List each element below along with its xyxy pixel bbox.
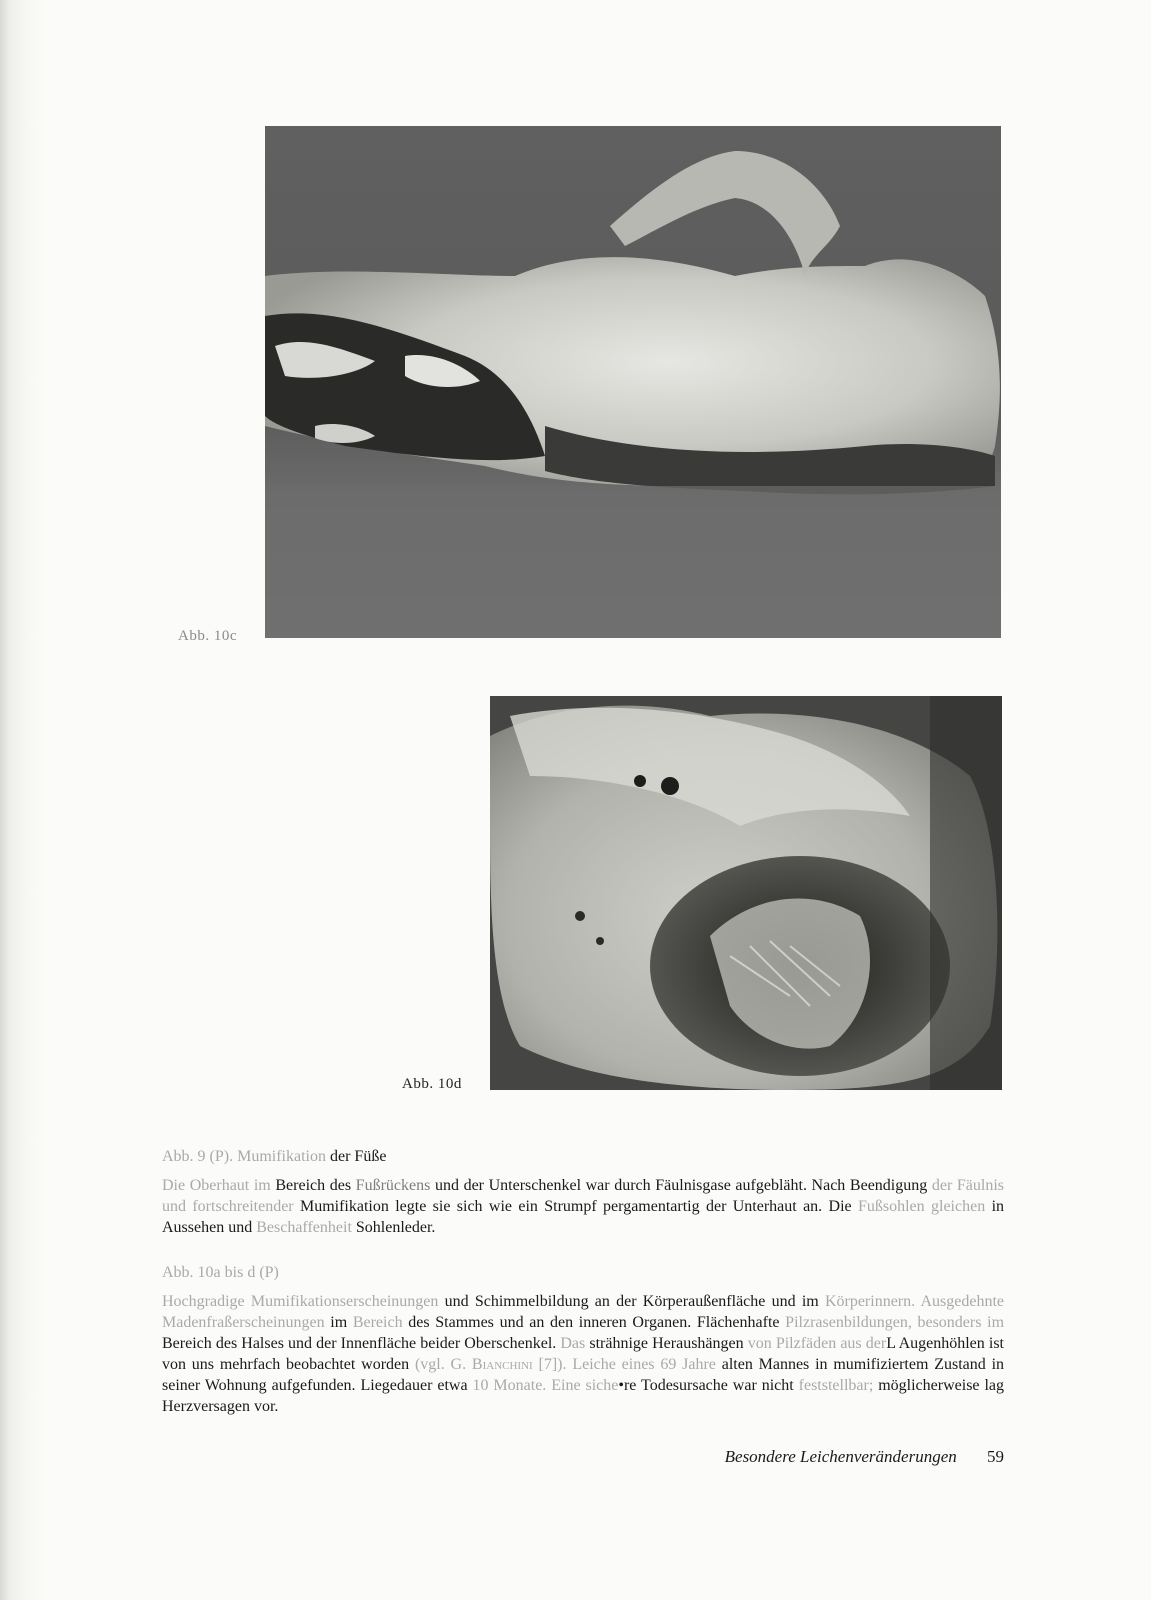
running-title: Besondere Leichenveränderungen — [724, 1447, 957, 1466]
legend-text-segment: des Stammes und an den inneren Organen. Flächenhafte — [408, 1314, 786, 1331]
legend-text-segment: [7]). — [532, 1356, 573, 1373]
legend-text-segment: L Augenhöhlen ist von uns mehrfach beobachtet worden — [162, 1335, 1004, 1373]
legend-text-segment: Fußrückens — [355, 1177, 435, 1194]
legend-text-segment: Bereich des — [275, 1177, 356, 1194]
legend-text-segment: feststellbar; — [798, 1377, 879, 1394]
legend-abb-10 — [162, 1262, 1004, 1417]
legend-text-segment: •re Todesursache war nicht — [618, 1377, 799, 1394]
legend-abb-9-title-dark: der Füße — [326, 1148, 387, 1165]
legend-text-segment: Bereich des Halses und der Innenfläche beider Oberschenkel. — [162, 1335, 561, 1352]
figure-10c-label: Abb. 10c — [178, 628, 237, 644]
legend-text-segment: Beschaffenheit — [256, 1219, 356, 1236]
figure-10d-image — [490, 696, 1002, 1090]
legend-abb-9-body — [162, 1175, 1004, 1238]
legend-text-segment: der Fäulnis und fortschreitender — [162, 1177, 1005, 1215]
legend-text-segment: Die Oberhaut im — [162, 1177, 276, 1194]
legend-abb-9 — [162, 1146, 1004, 1238]
legend-text-segment: strähnige Heraushängen — [589, 1335, 748, 1352]
figure-10d-label: Abb. 10d — [402, 1076, 462, 1092]
legend-abb-10-title: Abb. 10a bis d (P) — [162, 1264, 279, 1281]
legend-abb-9-title-faint: Abb. 9 (P). Mumifikation — [162, 1148, 326, 1165]
legend-text-segment: Sohlenleder. — [355, 1219, 436, 1236]
figure-10d-photo — [490, 696, 1002, 1090]
legend-text-segment: Fußsohlen gleichen — [857, 1198, 992, 1215]
legend-text-segment: und Schimmelbildung an der Körperaußenfläche und im — [444, 1293, 825, 1310]
legend-text-segment: Mumifikation legte sie sich wie ein Strumpf pergamentartig der Unterhaut an. Die — [299, 1198, 858, 1215]
legend-text-segment: 10 Monate. Eine siche — [472, 1377, 619, 1394]
legend-text-segment: und der Unterschenkel war durch Fäulnisgase aufgebläht. Nach Beendigung — [434, 1177, 932, 1194]
legend-text-segment: Leiche eines 69 Jahre — [572, 1356, 722, 1373]
legend-text-segment: möglicherweise lag Herzversagen vor. — [162, 1377, 1004, 1415]
legend-text-segment: (vgl. G. — [414, 1356, 472, 1373]
legend-text-segment: Bianchini — [471, 1356, 533, 1373]
figure-10c-photo — [265, 126, 1001, 638]
legend-abb-10-body — [162, 1291, 1004, 1417]
page-binding-edge — [0, 0, 46, 1600]
legend-text-segment: Hochgradige Mumifikationserscheinungen — [162, 1293, 445, 1310]
legend-text-segment: von Pilzfäden aus der — [747, 1335, 887, 1352]
legend-text-segment: im — [330, 1314, 353, 1331]
legend-abb-9-title — [162, 1146, 1004, 1167]
legend-text-segment: Das — [560, 1335, 590, 1352]
legend-text-segment: in Aussehen und — [162, 1198, 1005, 1236]
legend-text-segment: Bereich — [352, 1314, 409, 1331]
legend-text-segment: Pilzrasenbildungen, besonders im — [785, 1314, 1005, 1331]
page-footer — [600, 1447, 1004, 1467]
page-number: 59 — [987, 1447, 1004, 1466]
figure-10c-image — [265, 126, 1001, 638]
legend-text-segment: Körperinnern. Ausgedehnte Madenfraßerscheinungen — [162, 1293, 1004, 1331]
legend-text-segment: alten Mannes in mumifiziertem Zustand in seiner Wohnung aufgefunden. Liegedauer etwa — [162, 1356, 1005, 1394]
